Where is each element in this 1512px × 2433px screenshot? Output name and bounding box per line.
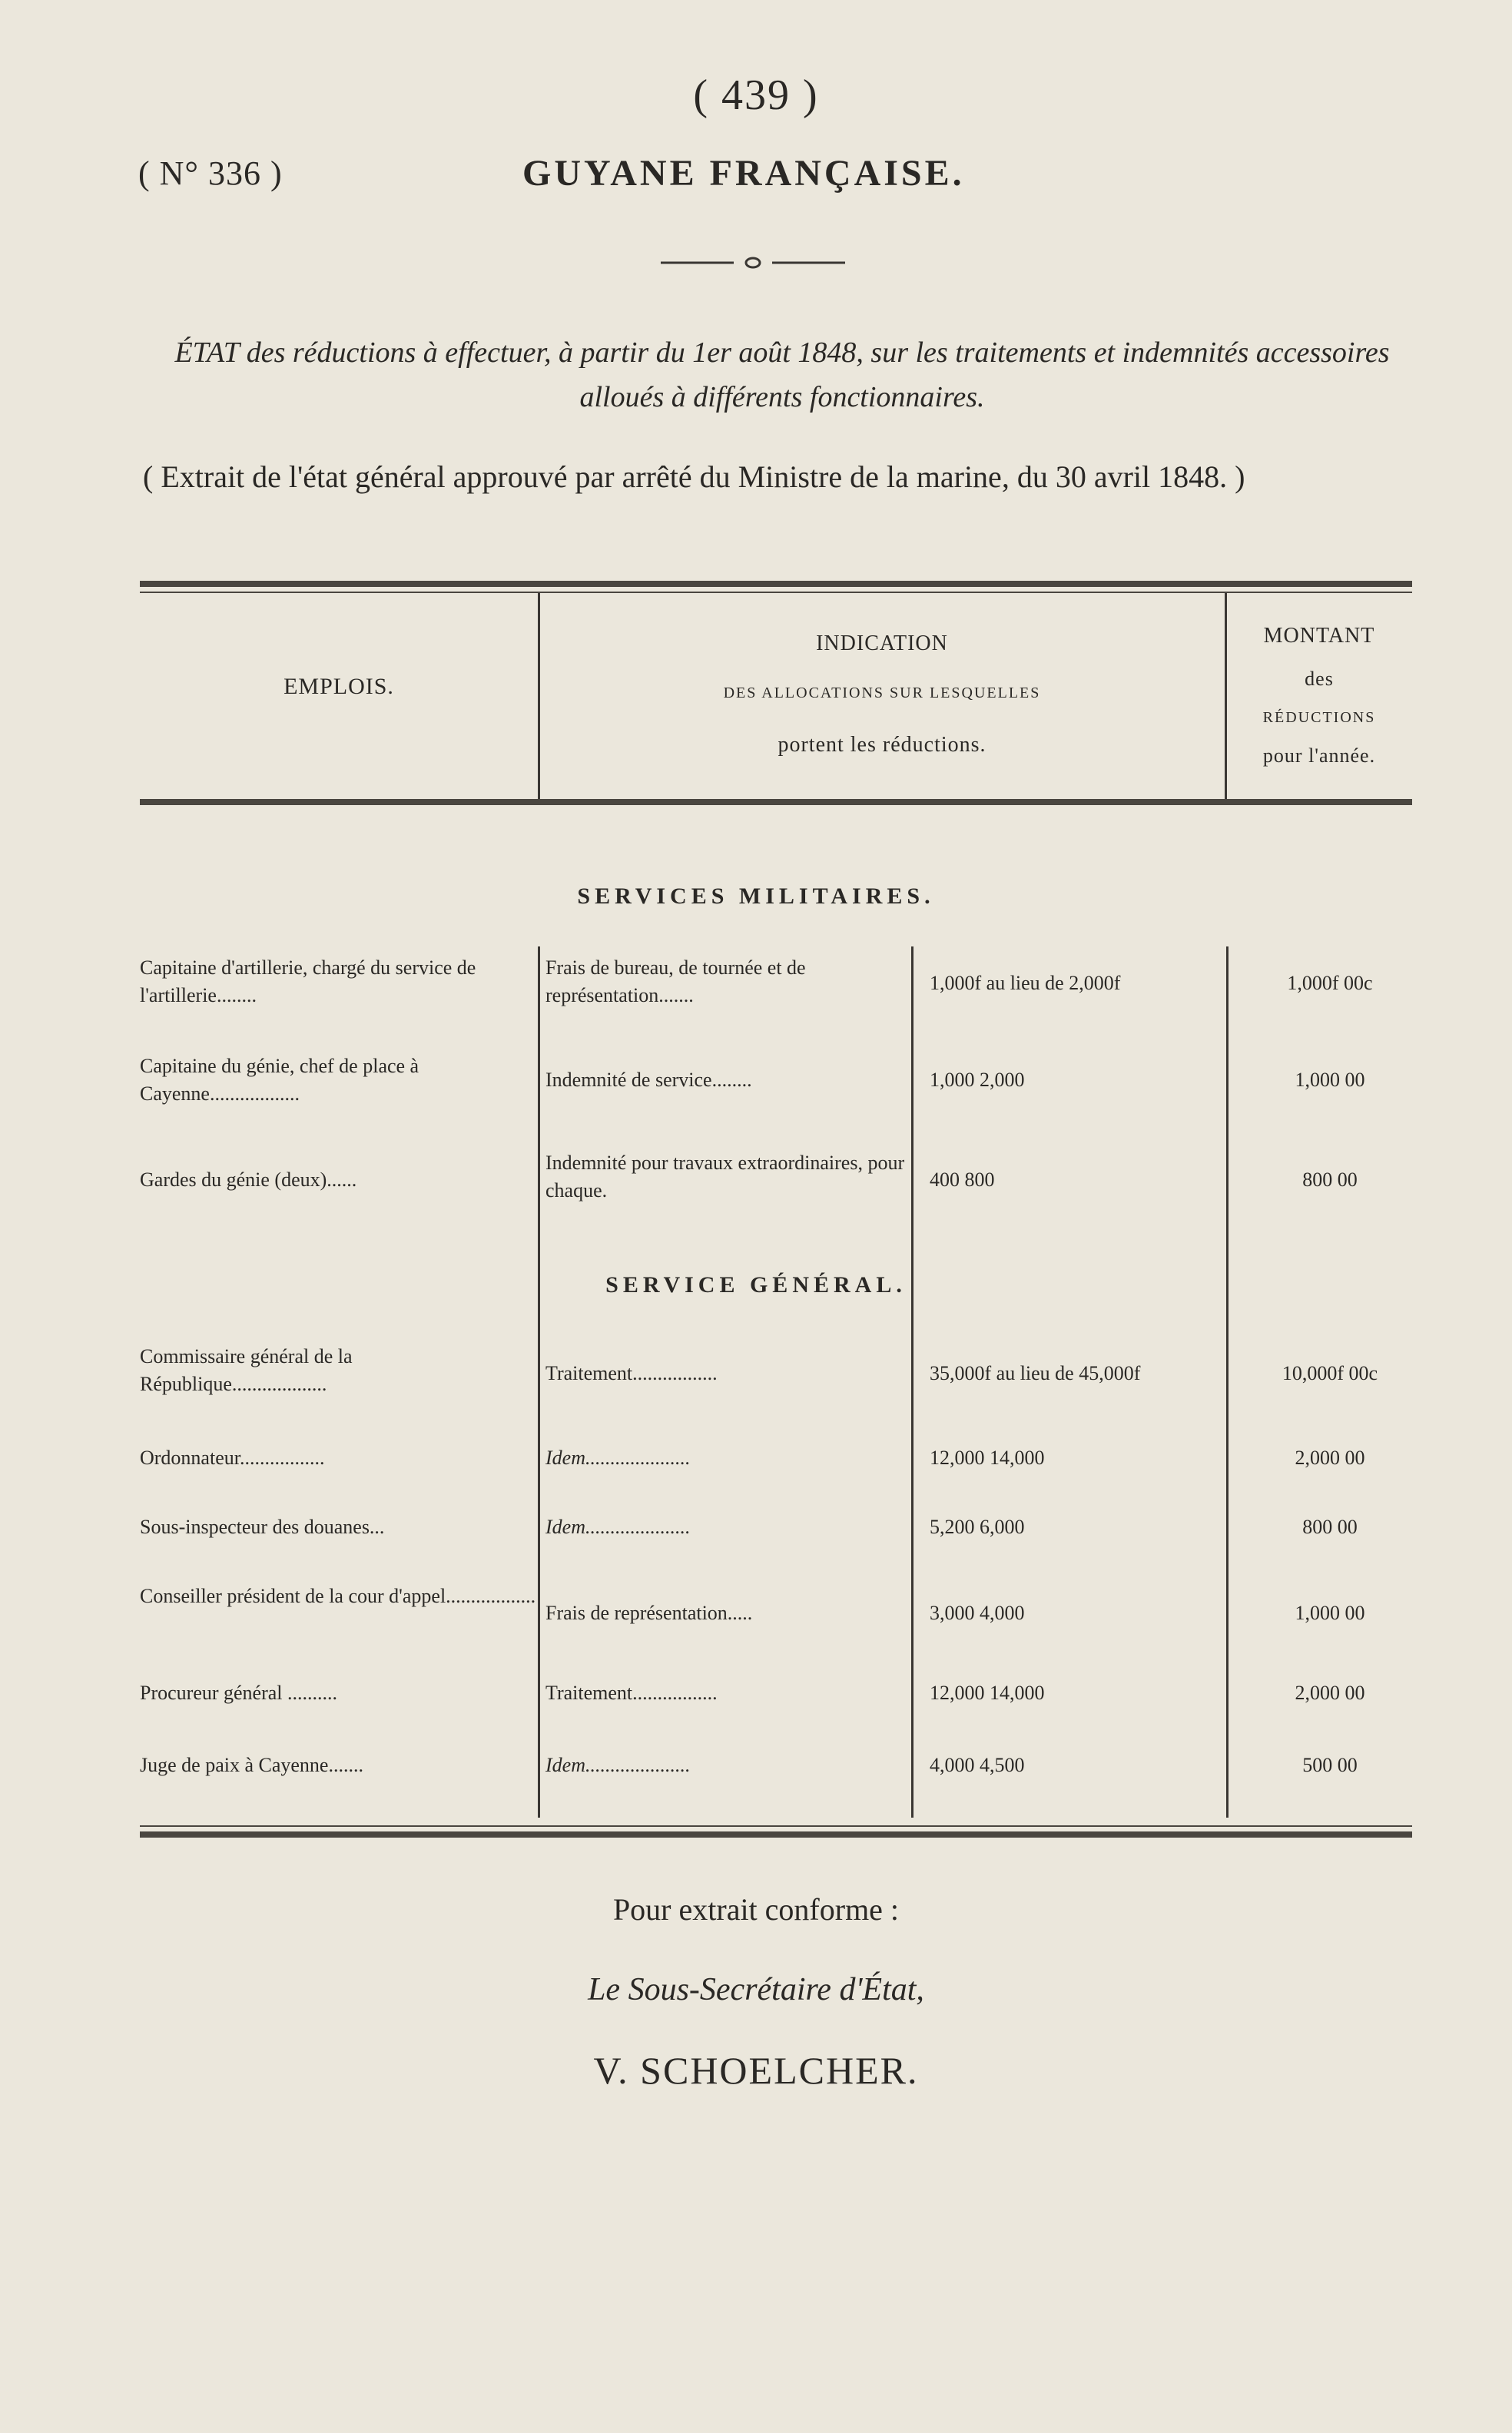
- allocation-cell: 1,000 2,000: [930, 1069, 1025, 1091]
- table-bottom-rule: [140, 1831, 1412, 1838]
- reduction-cell: 1,000 00: [1295, 1602, 1365, 1624]
- allocation-cell: 35,000f au lieu de 45,000f: [930, 1362, 1141, 1384]
- emploi-cell: Conseiller président de la cour d'appel..................: [140, 1585, 536, 1607]
- allocation-cell: 12,000 14,000: [930, 1682, 1045, 1704]
- indication-cell: Indemnité de service........: [545, 1069, 752, 1091]
- header-montant-annee: pour l'année.: [1262, 744, 1376, 767]
- allocation-cell: 1,000f au lieu de 2,000f: [930, 972, 1121, 994]
- emploi-cell: Juge de paix à Cayenne.......: [140, 1754, 363, 1776]
- reduction-cell: 1,000f 00c: [1287, 972, 1373, 994]
- allocation-cell: 12,000 14,000: [930, 1447, 1045, 1469]
- emploi-cell: Capitaine du génie, chef de place à Cayenne..................: [140, 1055, 419, 1105]
- indication-cell: Idem.....................: [545, 1754, 691, 1776]
- page-number: ( 439 ): [693, 71, 819, 119]
- emploi-cell: Sous-inspecteur des douanes...: [140, 1516, 385, 1538]
- table-top-rule: [140, 581, 1412, 587]
- allocation-cell: 3,000 4,000: [930, 1602, 1025, 1624]
- reduction-cell: 2,000 00: [1295, 1682, 1365, 1704]
- extract-note: ( Extrait de l'état général approuvé par arrêté du Ministre de la marine, du 30 avril 1848. ): [143, 459, 1245, 494]
- indication-cell: Frais de représentation.....: [545, 1602, 753, 1624]
- emploi-cell: Procureur général ..........: [140, 1682, 338, 1704]
- reduction-cell: 2,000 00: [1295, 1447, 1365, 1469]
- header-montant: MONTANT: [1263, 624, 1375, 648]
- emploi-cell: Capitaine d'artillerie, chargé du service de l'artillerie........: [140, 956, 476, 1006]
- footer-label: Pour extrait conforme :: [612, 1892, 900, 1927]
- indication-cell: Frais de bureau, de tournée et de représentation.......: [545, 956, 806, 1006]
- table-bottom-rule-thin: [140, 1825, 1412, 1827]
- header-indication-sub: DES ALLOCATIONS SUR LESQUELLES: [723, 684, 1041, 701]
- indication-cell: Idem.....................: [545, 1516, 691, 1538]
- allocation-cell: 4,000 4,500: [930, 1754, 1025, 1776]
- section-title: SERVICE GÉNÉRAL.: [605, 1272, 907, 1298]
- document-number: ( N° 336 ): [138, 154, 283, 192]
- header-emplois: EMPLOIS.: [284, 674, 394, 699]
- emploi-cell: Commissaire général de la République...................: [140, 1345, 353, 1395]
- reduction-cell: 800 00: [1302, 1516, 1358, 1538]
- table-top-rule-thin: [140, 592, 1412, 593]
- column-divider: [911, 946, 914, 1818]
- header-bottom-rule: [140, 799, 1412, 805]
- indication-cell: Indemnité pour travaux extraordinaires, pour chaque.: [545, 1152, 905, 1202]
- indication-cell: Traitement.................: [545, 1682, 718, 1704]
- header-montant-reductions: RÉDUCTIONS: [1262, 709, 1376, 726]
- header-montant-des: des: [1305, 668, 1334, 690]
- reduction-cell: 500 00: [1302, 1754, 1358, 1776]
- allocation-cell: 400 800: [930, 1168, 995, 1191]
- section-title: SERVICES MILITAIRES.: [577, 883, 935, 909]
- reduction-cell: 10,000f 00c: [1282, 1362, 1378, 1384]
- emploi-cell: Ordonnateur.................: [140, 1447, 325, 1469]
- colony-title: GUYANE FRANÇAISE.: [522, 153, 965, 194]
- allocation-cell: 5,200 6,000: [930, 1516, 1025, 1538]
- reduction-cell: 1,000 00: [1295, 1069, 1365, 1091]
- signatory-name: V. SCHOELCHER.: [593, 2049, 919, 2092]
- signatory-title: Le Sous-Secrétaire d'État,: [588, 1972, 924, 2007]
- indication-cell: Idem.....................: [545, 1447, 691, 1469]
- header-indication: INDICATION: [816, 631, 948, 655]
- ornament-divider-icon: [661, 254, 845, 272]
- header-indication-sub2: portent les réductions.: [778, 733, 986, 757]
- reduction-cell: 800 00: [1302, 1168, 1358, 1191]
- indication-cell: Traitement.................: [545, 1362, 718, 1384]
- document-title: ÉTAT des réductions à effectuer, à partir du 1er août 1848, sur les traitements et indemnités accessoires alloués à différents fonctionnaires.: [174, 336, 1390, 413]
- emploi-cell: Gardes du génie (deux)......: [140, 1168, 357, 1191]
